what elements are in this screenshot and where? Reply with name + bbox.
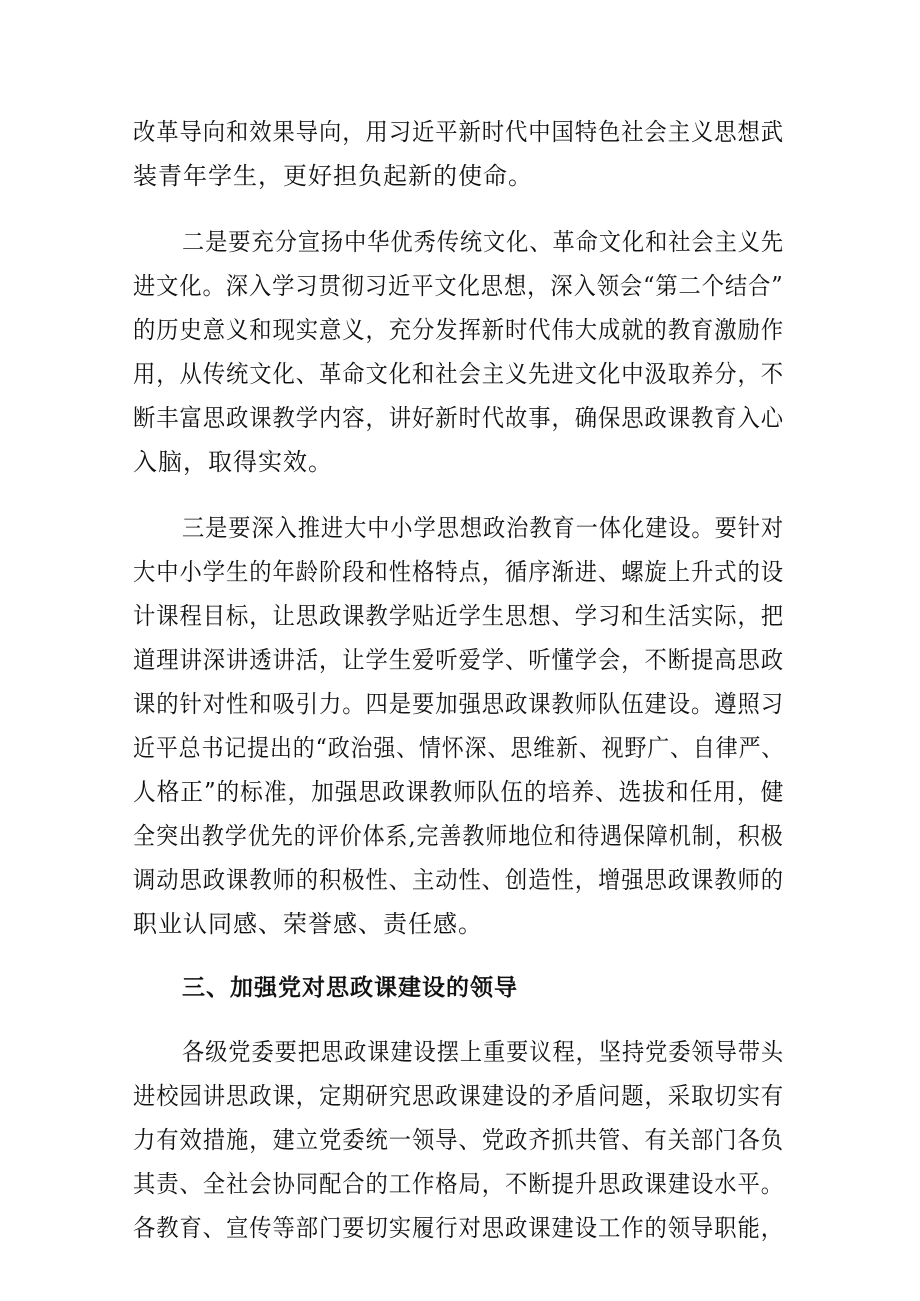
section-heading: 三、加强党对思政课建设的领导 <box>182 975 518 1001</box>
paragraph-line: 计课程目标，让思政课教学贴近学生思想、学习和生活实际，把 <box>133 602 784 630</box>
paragraph-line: 人格正”的标准，加强思政课教师队伍的培养、选拔和任用，健 <box>133 778 785 806</box>
paragraph-line: 进校园讲思政课，定期研究思政课建设的矛盾问题，采取切实有 <box>133 1082 784 1110</box>
paragraph-line: 入脑，取得实效。 <box>133 448 333 476</box>
paragraph-line: 全突出教学优先的评价体系,完善教师地位和待遇保障机制，积极 <box>133 822 784 850</box>
paragraph-line: 用，从传统文化、革命文化和社会主义先进文化中汲取养分，不 <box>133 360 784 388</box>
paragraph-line: 二是要充分宣扬中华优秀传统文化、革命文化和社会主义先 <box>182 228 785 256</box>
paragraph-line: 三是要深入推进大中小学思想政治教育一体化建设。要针对 <box>182 514 785 542</box>
paragraph-line: 断丰富思政课教学内容，讲好新时代故事，确保思政课教育入心 <box>133 404 784 432</box>
paragraph-line: 大中小学生的年龄阶段和性格特点，循序渐进、螺旋上升式的设 <box>133 558 784 586</box>
paragraph-line: 道理讲深讲透讲活，让学生爱听爱学、听懂学会，不断提高思政 <box>133 646 784 674</box>
paragraph-line: 调动思政课教师的积极性、主动性、创造性，增强思政课教师的 <box>133 866 784 894</box>
paragraph-line: 进文化。深入学习贯彻习近平文化思想，深入领会“第二个结合” <box>133 272 784 300</box>
paragraph-line: 装青年学生，更好担负起新的使命。 <box>133 162 533 190</box>
paragraph-line: 力有效措施，建立党委统一领导、党政齐抓共管、有关部门各负 <box>133 1126 784 1154</box>
paragraph-line: 的历史意义和现实意义，充分发挥新时代伟大成就的教育激励作 <box>133 316 784 344</box>
paragraph-line: 职业认同感、荣誉感、责任感。 <box>133 910 483 938</box>
paragraph-line: 改革导向和效果导向，用习近平新时代中国特色社会主义思想武 <box>133 118 784 146</box>
paragraph-line: 各级党委要把思政课建设摆上重要议程，坚持党委领导带头 <box>182 1038 785 1066</box>
paragraph-line: 课的针对性和吸引力。四是要加强思政课教师队伍建设。遵照习 <box>133 690 784 718</box>
paragraph-line: 近平总书记提出的“政治强、情怀深、思维新、视野广、自律严、 <box>133 734 785 762</box>
paragraph-line: 其责、全社会协同配合的工作格局，不断提升思政课建设水平。 <box>133 1170 784 1198</box>
paragraph-line: 各教育、宣传等部门要切实履行对思政课建设工作的领导职能， <box>133 1214 784 1242</box>
